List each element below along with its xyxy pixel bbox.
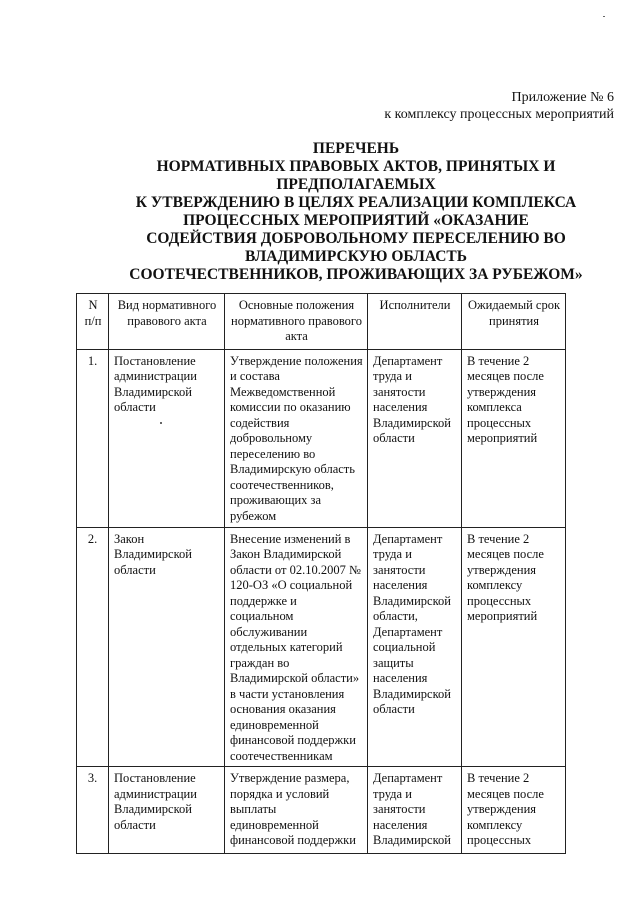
row-number: 2. <box>77 527 109 767</box>
title-line: СОДЕЙСТВИЯ ДОБРОВОЛЬНОМУ ПЕРЕСЕЛЕНИЮ ВО <box>146 230 566 247</box>
term-cell: В течение 2 месяцев после утверждения комплекса процессных мероприятий <box>462 349 566 527</box>
executors-cell: Департамент труда и занятости населения Владимирской области, Департамент социальной защиты населения Владимирской области <box>368 527 462 767</box>
table-header-row <box>77 294 566 350</box>
executors-cell <box>368 767 462 854</box>
annex-reference: к комплексу процессных мероприятий <box>384 107 614 122</box>
title-line: К УТВЕРЖДЕНИЮ В ЦЕЛЯХ РЕАЛИЗАЦИИ КОМПЛЕКСА <box>135 194 577 211</box>
header-provisions: Основные положения нормативного правового акта <box>225 294 368 350</box>
executors-text: Департамент труда и занятости населения Владимирской <box>373 771 451 847</box>
act-type-cell: Закон Владимирской области <box>109 527 225 767</box>
document-title <box>100 140 612 284</box>
act-type-cell <box>109 767 225 854</box>
table-row <box>77 527 566 767</box>
title-line: ПРЕДПОЛАГАЕМЫХ <box>276 176 436 193</box>
provisions-cell <box>225 767 368 854</box>
row-number-text: 3. <box>87 771 98 785</box>
row-number: 1. <box>77 349 109 527</box>
acts-table-container <box>76 293 566 854</box>
acts-table <box>76 293 566 854</box>
title-line: НОРМАТИВНЫХ ПРАВОВЫХ АКТОВ, ПРИНЯТЫХ И <box>156 158 556 175</box>
provisions-cell: Внесение изменений в Закон Владимирской области от 02.10.2007 № 120-ОЗ «О социальной поддержке и социальном обслуживании отдельных категорий граждан во Владимирской области» в части установления основания оказания единовременной финансовой поддержки соотечественникам <box>225 527 368 767</box>
title-line: ПЕРЕЧЕНЬ <box>312 140 400 157</box>
term-cell: В течение 2 месяцев после утверждения комплексу процессных мероприятий <box>462 527 566 767</box>
executors-cell: Департамент труда и занятости населения Владимирской области <box>368 349 462 527</box>
provisions-text: Утверждение размера, порядка и условий выплаты единовременной финансовой поддержки <box>230 771 356 847</box>
act-type-text: Постановление администрации Владимирской области <box>114 771 197 832</box>
row-number <box>77 767 109 854</box>
table-row <box>77 349 566 527</box>
header-term: Ожидаемый срок принятия <box>462 294 566 350</box>
annex-number: Приложение № 6 <box>511 90 614 105</box>
header-number: N п/п <box>77 294 109 350</box>
title-line: ПРОЦЕССНЫХ МЕРОПРИЯТИЙ «ОКАЗАНИЕ <box>183 212 529 229</box>
header-executors: Исполнители <box>368 294 462 350</box>
scan-speck <box>603 16 605 17</box>
provisions-cell: Утверждение положения и состава Межведомственной комиссии по оказанию содействия добровольному переселению во Владимирскую область соотечественников, проживающих за рубежом <box>225 349 368 527</box>
scan-speck <box>160 422 162 424</box>
annex-note <box>384 89 614 123</box>
header-act-type: Вид нормативного правового акта <box>109 294 225 350</box>
title-line: СООТЕЧЕСТВЕННИКОВ, ПРОЖИВАЮЩИХ ЗА РУБЕЖОМ» <box>129 266 583 283</box>
term-cell <box>462 767 566 854</box>
term-text: В течение 2 месяцев после утверждения комплексу процессных <box>467 771 544 847</box>
title-line: ВЛАДИМИРСКУЮ ОБЛАСТЬ <box>244 248 468 265</box>
act-type-cell: Постановление администрации Владимирской области <box>109 349 225 527</box>
table-row <box>77 767 566 854</box>
